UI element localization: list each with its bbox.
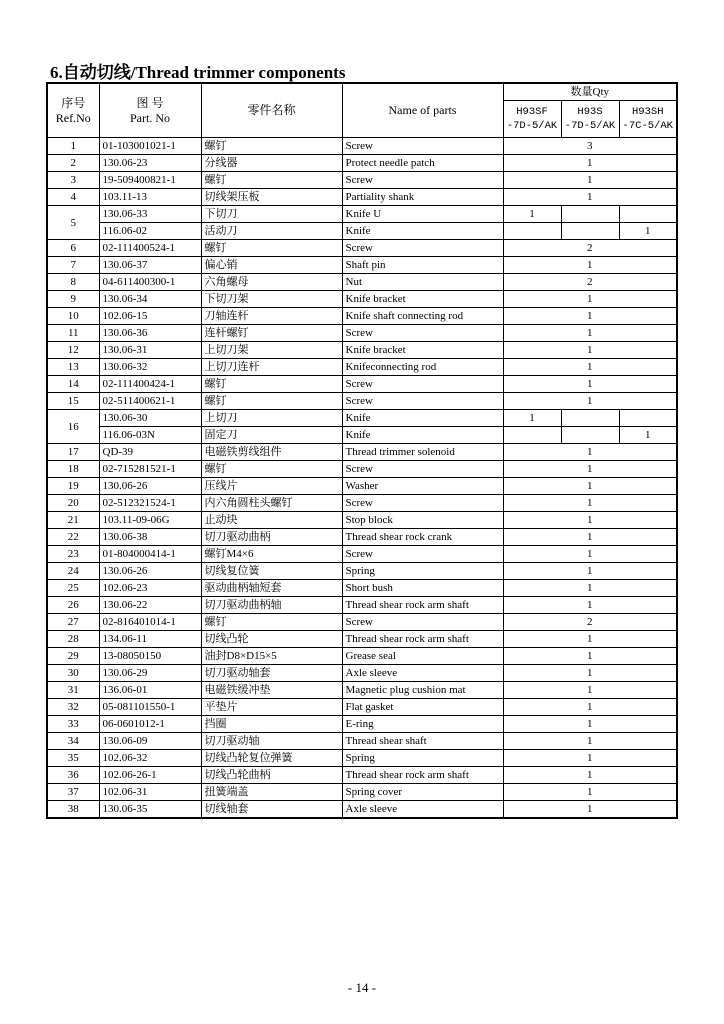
name-en-cell: Protect needle patch <box>342 155 503 172</box>
qty-cell: 1 <box>503 801 677 819</box>
name-en-cell: Knifeconnecting rod <box>342 359 503 376</box>
qty-cell: 1 <box>503 648 677 665</box>
name-en-cell: Flat gasket <box>342 699 503 716</box>
ref-header-en: Ref.No <box>55 110 91 125</box>
name-cn-cell: 切线架压板 <box>201 189 342 206</box>
part-no-cell: 103.11-13 <box>99 189 201 206</box>
ref-cell: 37 <box>47 784 99 801</box>
name-en-cell: Knife bracket <box>342 291 503 308</box>
model-header-line1: H93S <box>577 106 603 118</box>
qty-cell: 1 <box>503 155 677 172</box>
ref-cell: 15 <box>47 393 99 410</box>
name-en-cell: Nut <box>342 274 503 291</box>
name-en-cell: Washer <box>342 478 503 495</box>
qty-cell: 1 <box>503 172 677 189</box>
table-row <box>47 427 677 444</box>
ref-cell: 8 <box>47 274 99 291</box>
qty-cell: 1 <box>503 699 677 716</box>
part-no-cell: 130.06-22 <box>99 597 201 614</box>
model-header-line2: -7C-5/AK <box>622 120 673 132</box>
ref-cell: 20 <box>47 495 99 512</box>
name-cn-cell: 螺钉 <box>201 376 342 393</box>
qty-cell: 1 <box>503 631 677 648</box>
name-en-cell: Grease seal <box>342 648 503 665</box>
qty-cell: 1 <box>503 563 677 580</box>
part-no-cell: 130.06-33 <box>99 206 201 223</box>
part-no-cell: 02-816401014-1 <box>99 614 201 631</box>
qty-cell: 3 <box>503 138 677 155</box>
table-row <box>47 682 677 699</box>
ref-cell: 25 <box>47 580 99 597</box>
part-no-cell: 02-111400424-1 <box>99 376 201 393</box>
model-header <box>619 101 677 138</box>
name-en-cell: Magnetic plug cushion mat <box>342 682 503 699</box>
name-en-cell: Screw <box>342 172 503 189</box>
ref-cell: 22 <box>47 529 99 546</box>
name-cn-cell: 电磁铁剪线组件 <box>201 444 342 461</box>
table-row <box>47 563 677 580</box>
name-cn-cell: 油封D8×D15×5 <box>201 648 342 665</box>
qty-cell <box>619 410 677 427</box>
name-en-cell: Knife <box>342 427 503 444</box>
qty-cell: 1 <box>503 444 677 461</box>
name-cn-cell: 上切刀 <box>201 410 342 427</box>
name-en-cell: Screw <box>342 614 503 631</box>
name-en-cell: Screw <box>342 495 503 512</box>
table-row <box>47 240 677 257</box>
name-en-cell: E-ring <box>342 716 503 733</box>
name-en-cell: Knife <box>342 223 503 240</box>
qty-cell: 1 <box>503 750 677 767</box>
name-en-cell: Spring <box>342 750 503 767</box>
ref-cell: 27 <box>47 614 99 631</box>
name-cn-cell: 刀轴连杆 <box>201 308 342 325</box>
name-en-cell: Partiality shank <box>342 189 503 206</box>
part-no-cell: 130.06-23 <box>99 155 201 172</box>
name-cn-cell: 扭簧端盖 <box>201 784 342 801</box>
name-en-cell: Screw <box>342 138 503 155</box>
table-row <box>47 529 677 546</box>
qty-cell: 1 <box>503 206 561 223</box>
qty-cell: 2 <box>503 614 677 631</box>
ref-cell: 29 <box>47 648 99 665</box>
table-row <box>47 733 677 750</box>
qty-cell: 1 <box>503 682 677 699</box>
name-cn-cell: 驱动曲柄轴短套 <box>201 580 342 597</box>
name-en-cell: Screw <box>342 376 503 393</box>
table-row <box>47 750 677 767</box>
qty-cell: 1 <box>503 716 677 733</box>
ref-header <box>47 83 99 138</box>
part-no-header-en: Part. No <box>130 110 170 125</box>
part-no-cell: 102.06-32 <box>99 750 201 767</box>
part-no-cell: 19-509400821-1 <box>99 172 201 189</box>
table-row <box>47 257 677 274</box>
ref-cell: 32 <box>47 699 99 716</box>
qty-cell: 1 <box>503 410 561 427</box>
name-en-cell: Spring <box>342 563 503 580</box>
model-header-line1: H93SH <box>632 106 664 118</box>
part-no-cell: 130.06-26 <box>99 478 201 495</box>
model-header-line2: -7D-5/AK <box>564 120 616 132</box>
part-no-cell: 130.06-31 <box>99 342 201 359</box>
name-cn-cell: 下切刀架 <box>201 291 342 308</box>
model-header-line2: -7D-5/AK <box>506 120 558 132</box>
ref-cell: 19 <box>47 478 99 495</box>
table-row <box>47 410 677 427</box>
ref-cell: 26 <box>47 597 99 614</box>
table-row <box>47 206 677 223</box>
ref-cell: 16 <box>47 410 99 444</box>
ref-header-cn: 序号 <box>61 95 86 110</box>
part-no-cell: 130.06-09 <box>99 733 201 750</box>
part-no-cell: 116.06-03N <box>99 427 201 444</box>
name-en-cell: Knife U <box>342 206 503 223</box>
name-en-cell: Screw <box>342 393 503 410</box>
name-en-cell: Thread shear rock arm shaft <box>342 597 503 614</box>
parts-table-body <box>47 138 677 819</box>
name-en-header: Name of parts <box>342 83 503 138</box>
name-cn-header: 零件名称 <box>201 83 342 138</box>
table-row <box>47 393 677 410</box>
table-row <box>47 376 677 393</box>
name-cn-cell: 切刀驱动轴套 <box>201 665 342 682</box>
name-cn-cell: 分线器 <box>201 155 342 172</box>
qty-cell <box>503 427 561 444</box>
name-cn-cell: 切线凸轮 <box>201 631 342 648</box>
part-no-cell: 02-715281521-1 <box>99 461 201 478</box>
name-cn-cell: 偏心销 <box>201 257 342 274</box>
ref-cell: 30 <box>47 665 99 682</box>
name-cn-cell: 电磁铁缓冲垫 <box>201 682 342 699</box>
name-cn-cell: 平垫片 <box>201 699 342 716</box>
table-row <box>47 308 677 325</box>
table-row <box>47 597 677 614</box>
ref-cell: 3 <box>47 172 99 189</box>
table-row <box>47 784 677 801</box>
part-no-cell: 01-804000414-1 <box>99 546 201 563</box>
part-no-cell: 130.06-32 <box>99 359 201 376</box>
qty-cell: 1 <box>503 546 677 563</box>
table-row <box>47 665 677 682</box>
part-no-cell: 02-111400524-1 <box>99 240 201 257</box>
ref-cell: 6 <box>47 240 99 257</box>
name-en-cell: Axle sleeve <box>342 665 503 682</box>
name-cn-cell: 止动块 <box>201 512 342 529</box>
ref-cell: 11 <box>47 325 99 342</box>
ref-cell: 24 <box>47 563 99 580</box>
page-title: 6.自动切线/Thread trimmer components <box>50 63 346 82</box>
name-en-cell: Thread trimmer solenoid <box>342 444 503 461</box>
table-row <box>47 155 677 172</box>
table-row <box>47 359 677 376</box>
qty-cell: 2 <box>503 274 677 291</box>
part-no-header-cn: 图 号 <box>136 95 164 110</box>
name-en-cell: Thread shear rock arm shaft <box>342 767 503 784</box>
table-row <box>47 631 677 648</box>
ref-cell: 31 <box>47 682 99 699</box>
name-cn-cell: 上切刀连杆 <box>201 359 342 376</box>
part-no-cell: 02-512321524-1 <box>99 495 201 512</box>
qty-cell <box>561 206 619 223</box>
qty-cell: 1 <box>503 393 677 410</box>
table-row <box>47 801 677 819</box>
name-en-cell: Spring cover <box>342 784 503 801</box>
ref-cell: 23 <box>47 546 99 563</box>
qty-cell: 1 <box>503 665 677 682</box>
name-cn-cell: 切线轴套 <box>201 801 342 819</box>
name-en-cell: Shaft pin <box>342 257 503 274</box>
name-cn-cell: 切线凸轮复位弹簧 <box>201 750 342 767</box>
name-en-cell: Thread shear rock crank <box>342 529 503 546</box>
name-cn-cell: 固定刀 <box>201 427 342 444</box>
qty-cell <box>561 410 619 427</box>
qty-cell: 1 <box>619 223 677 240</box>
name-en-cell: Axle sleeve <box>342 801 503 819</box>
model-header <box>503 101 561 138</box>
qty-cell <box>503 223 561 240</box>
ref-cell: 28 <box>47 631 99 648</box>
ref-cell: 18 <box>47 461 99 478</box>
part-no-cell: 102.06-15 <box>99 308 201 325</box>
qty-cell <box>561 427 619 444</box>
part-no-cell: 04-611400300-1 <box>99 274 201 291</box>
table-row <box>47 648 677 665</box>
name-cn-cell: 上切刀架 <box>201 342 342 359</box>
ref-cell: 4 <box>47 189 99 206</box>
name-cn-cell: 下切刀 <box>201 206 342 223</box>
ref-cell: 13 <box>47 359 99 376</box>
qty-cell <box>619 206 677 223</box>
table-row <box>47 223 677 240</box>
ref-cell: 1 <box>47 138 99 155</box>
part-no-cell: 130.06-37 <box>99 257 201 274</box>
qty-cell: 1 <box>503 529 677 546</box>
name-en-cell: Screw <box>342 461 503 478</box>
name-cn-cell: 内六角圆柱头螺钉 <box>201 495 342 512</box>
qty-cell: 1 <box>619 427 677 444</box>
model-header-line1: H93SF <box>516 106 548 118</box>
qty-cell: 1 <box>503 784 677 801</box>
ref-cell: 5 <box>47 206 99 240</box>
part-no-cell: 116.06-02 <box>99 223 201 240</box>
name-en-cell: Knife shaft connecting rod <box>342 308 503 325</box>
table-row <box>47 291 677 308</box>
ref-cell: 36 <box>47 767 99 784</box>
name-en-cell: Stop block <box>342 512 503 529</box>
ref-cell: 7 <box>47 257 99 274</box>
qty-cell: 2 <box>503 240 677 257</box>
name-cn-cell: 压线片 <box>201 478 342 495</box>
part-no-cell: 130.06-29 <box>99 665 201 682</box>
name-cn-cell: 挡圈 <box>201 716 342 733</box>
model-header <box>561 101 619 138</box>
qty-cell: 1 <box>503 359 677 376</box>
name-en-cell: Screw <box>342 240 503 257</box>
parts-table <box>46 82 678 819</box>
name-cn-cell: 螺钉 <box>201 461 342 478</box>
part-no-cell: 134.06-11 <box>99 631 201 648</box>
qty-cell: 1 <box>503 189 677 206</box>
name-en-cell: Screw <box>342 325 503 342</box>
ref-cell: 14 <box>47 376 99 393</box>
qty-cell: 1 <box>503 478 677 495</box>
part-no-cell: 130.06-36 <box>99 325 201 342</box>
qty-cell: 1 <box>503 291 677 308</box>
part-no-cell: 130.06-26 <box>99 563 201 580</box>
table-row <box>47 325 677 342</box>
name-cn-cell: 螺钉 <box>201 614 342 631</box>
part-no-cell: QD-39 <box>99 444 201 461</box>
qty-cell: 1 <box>503 325 677 342</box>
table-row <box>47 138 677 155</box>
table-row <box>47 274 677 291</box>
table-row <box>47 767 677 784</box>
name-cn-cell: 活动刀 <box>201 223 342 240</box>
name-cn-cell: 连杆螺钉 <box>201 325 342 342</box>
qty-cell: 1 <box>503 495 677 512</box>
name-en-cell: Thread shear rock arm shaft <box>342 631 503 648</box>
part-no-cell: 136.06-01 <box>99 682 201 699</box>
part-no-cell: 13-08050150 <box>99 648 201 665</box>
qty-cell: 1 <box>503 597 677 614</box>
name-cn-cell: 螺钉M4×6 <box>201 546 342 563</box>
part-no-cell: 02-511400621-1 <box>99 393 201 410</box>
table-row <box>47 495 677 512</box>
name-cn-cell: 切刀驱动轴 <box>201 733 342 750</box>
name-cn-cell: 螺钉 <box>201 393 342 410</box>
name-cn-cell: 螺钉 <box>201 172 342 189</box>
part-no-cell: 130.06-35 <box>99 801 201 819</box>
table-row <box>47 580 677 597</box>
table-row <box>47 342 677 359</box>
qty-cell: 1 <box>503 580 677 597</box>
part-no-cell: 102.06-26-1 <box>99 767 201 784</box>
name-cn-cell: 切线复位簧 <box>201 563 342 580</box>
part-no-cell: 05-081101550-1 <box>99 699 201 716</box>
table-row <box>47 716 677 733</box>
name-cn-cell: 六角螺母 <box>201 274 342 291</box>
ref-cell: 33 <box>47 716 99 733</box>
table-row <box>47 172 677 189</box>
table-row <box>47 444 677 461</box>
name-en-cell: Knife bracket <box>342 342 503 359</box>
ref-cell: 10 <box>47 308 99 325</box>
qty-cell: 1 <box>503 308 677 325</box>
part-no-cell: 06-0601012-1 <box>99 716 201 733</box>
qty-cell: 1 <box>503 461 677 478</box>
part-no-cell: 130.06-38 <box>99 529 201 546</box>
ref-cell: 12 <box>47 342 99 359</box>
qty-cell: 1 <box>503 733 677 750</box>
qty-cell: 1 <box>503 342 677 359</box>
ref-cell: 9 <box>47 291 99 308</box>
part-no-cell: 102.06-31 <box>99 784 201 801</box>
name-en-cell: Short bush <box>342 580 503 597</box>
qty-cell: 1 <box>503 257 677 274</box>
table-row <box>47 614 677 631</box>
ref-cell: 21 <box>47 512 99 529</box>
name-cn-cell: 切刀驱动曲柄轴 <box>201 597 342 614</box>
qty-cell <box>561 223 619 240</box>
part-no-cell: 130.06-34 <box>99 291 201 308</box>
part-no-header <box>99 83 201 138</box>
part-no-cell: 01-103001021-1 <box>99 138 201 155</box>
page-number: - 14 - <box>347 980 377 995</box>
part-no-cell: 130.06-30 <box>99 410 201 427</box>
ref-cell: 34 <box>47 733 99 750</box>
qty-cell: 1 <box>503 376 677 393</box>
table-row <box>47 189 677 206</box>
name-en-cell: Knife <box>342 410 503 427</box>
name-en-cell: Thread shear shaft <box>342 733 503 750</box>
part-no-cell: 102.06-23 <box>99 580 201 597</box>
part-no-cell: 103.11-09-06G <box>99 512 201 529</box>
qty-cell: 1 <box>503 512 677 529</box>
table-row <box>47 699 677 716</box>
name-cn-cell: 螺钉 <box>201 138 342 155</box>
table-row <box>47 546 677 563</box>
qty-header: 数量Qty <box>503 83 677 101</box>
ref-cell: 38 <box>47 801 99 819</box>
table-row <box>47 461 677 478</box>
name-en-cell: Screw <box>342 546 503 563</box>
name-cn-cell: 螺钉 <box>201 240 342 257</box>
name-cn-cell: 切线凸轮曲柄 <box>201 767 342 784</box>
name-cn-cell: 切刀驱动曲柄 <box>201 529 342 546</box>
ref-cell: 35 <box>47 750 99 767</box>
qty-cell: 1 <box>503 767 677 784</box>
ref-cell: 17 <box>47 444 99 461</box>
table-row <box>47 512 677 529</box>
table-row <box>47 478 677 495</box>
ref-cell: 2 <box>47 155 99 172</box>
